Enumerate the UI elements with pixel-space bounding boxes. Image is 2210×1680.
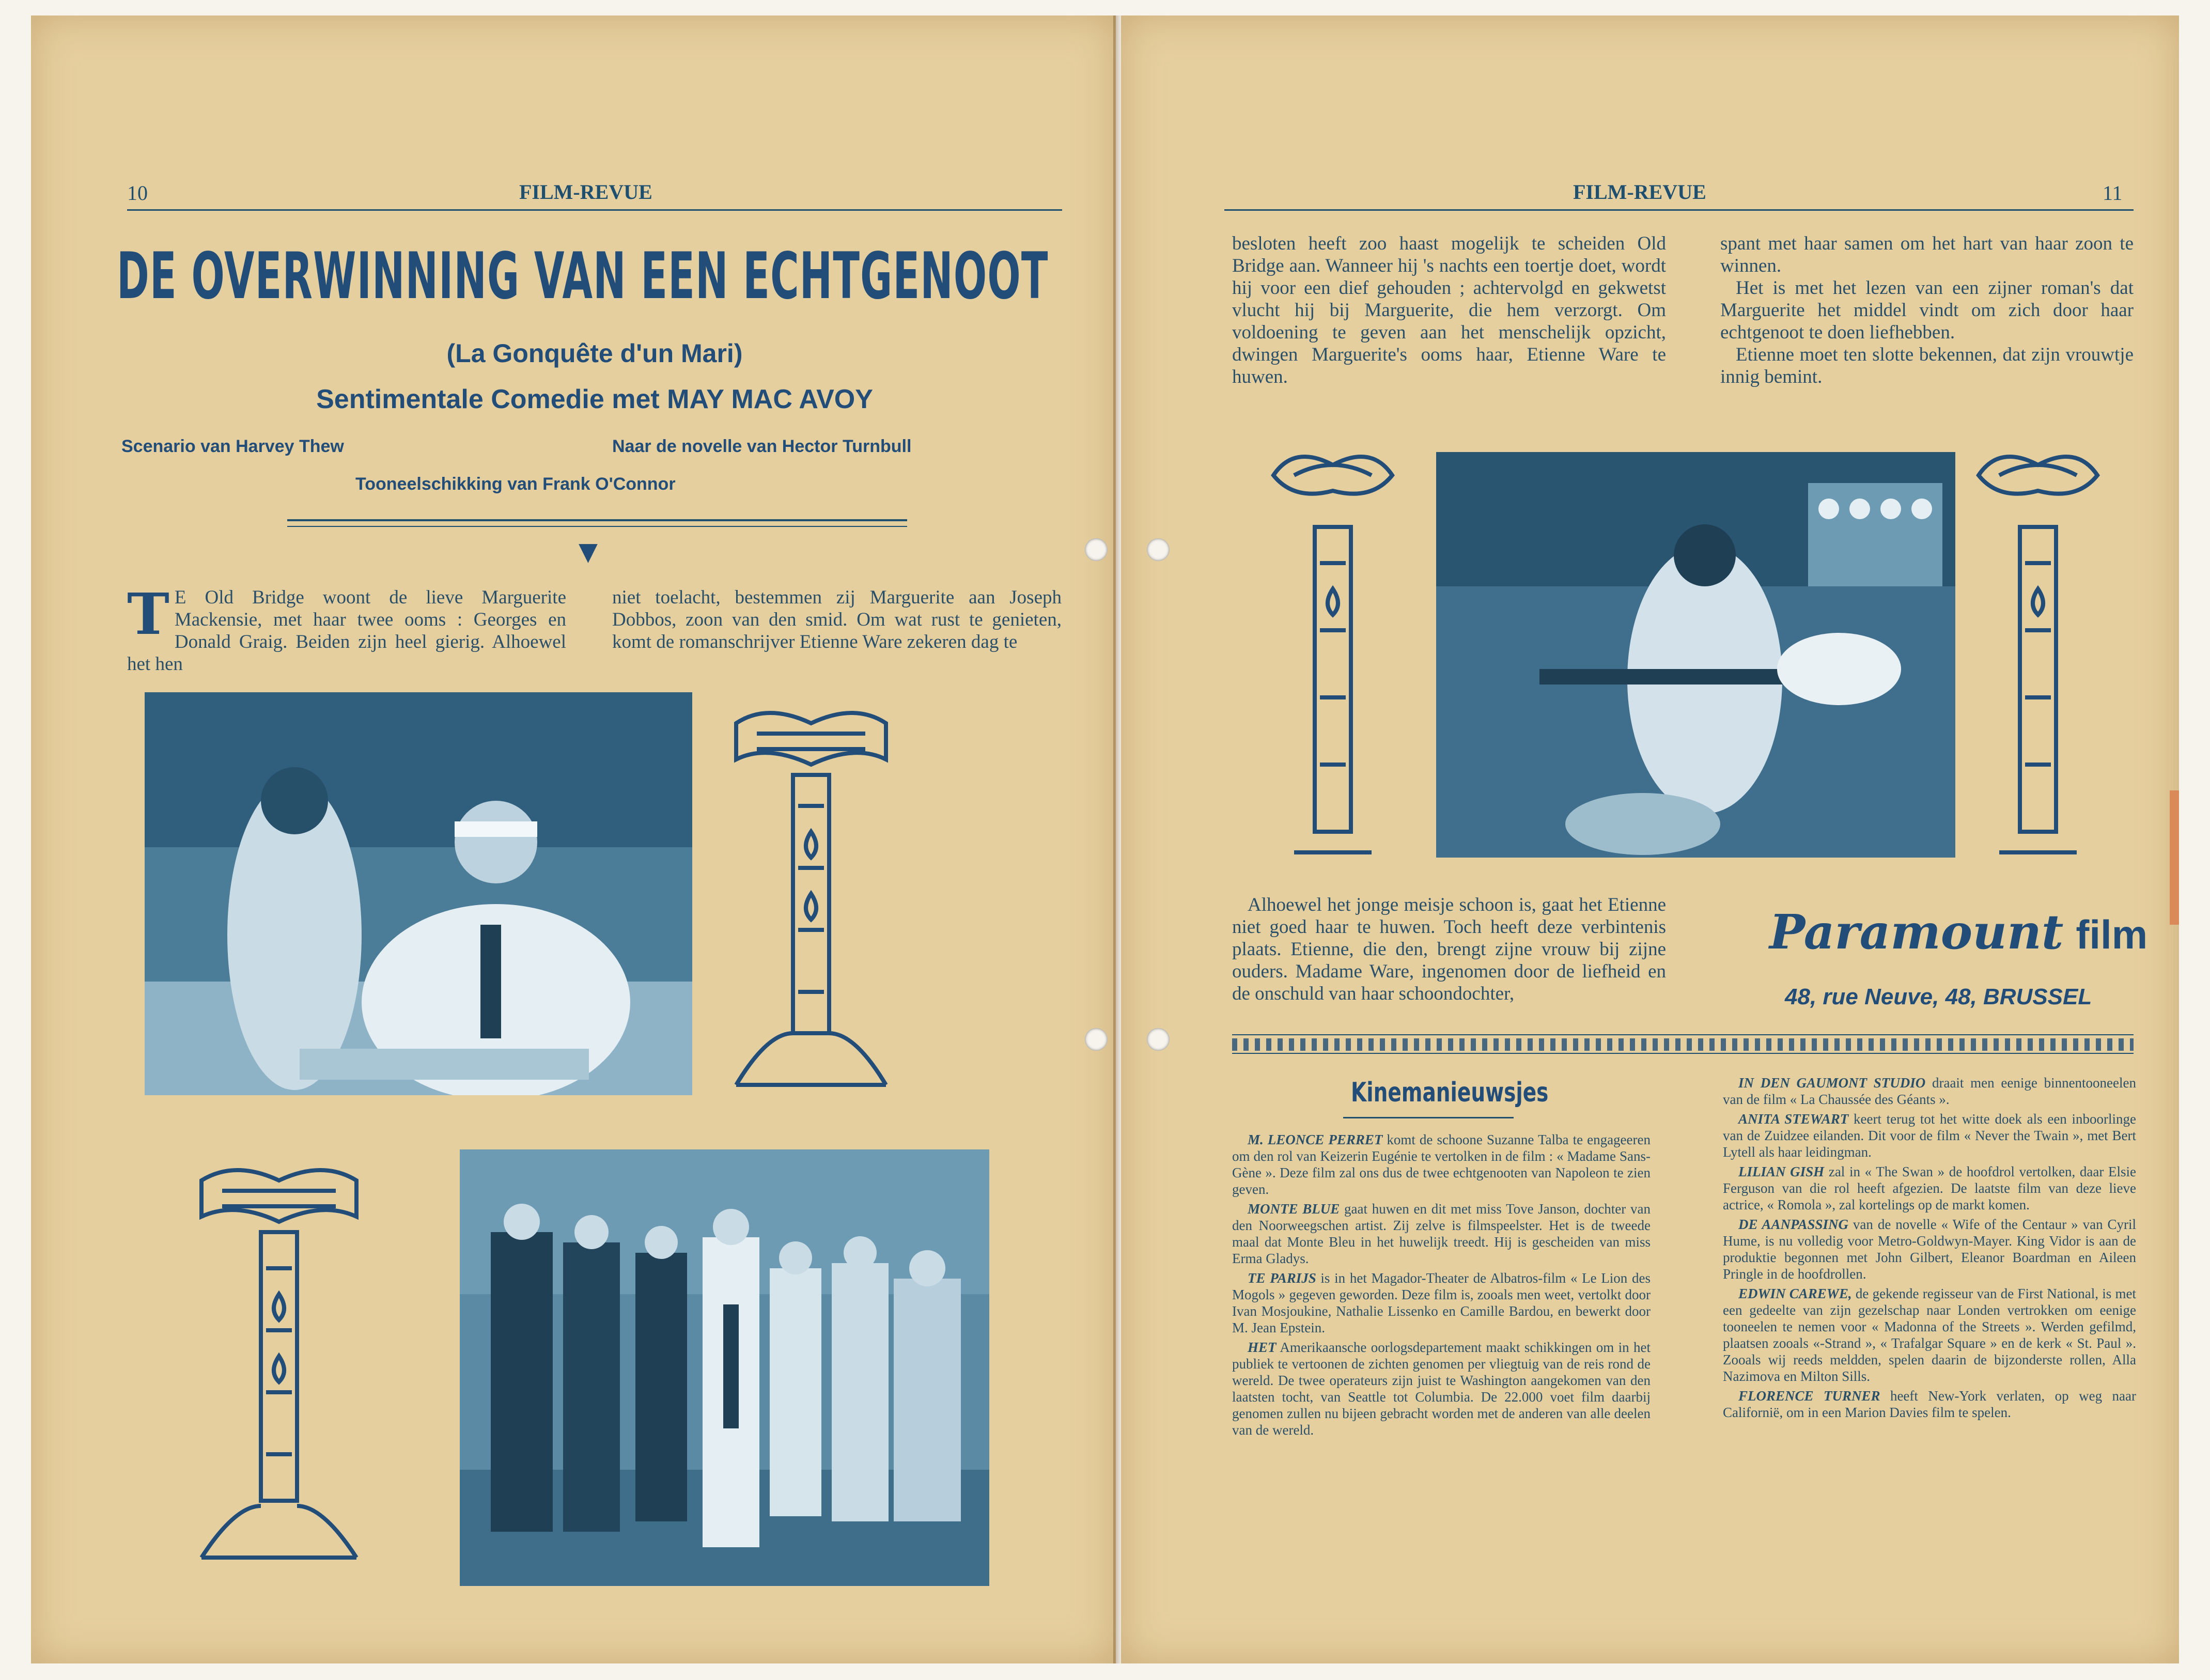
title-rule-top — [287, 519, 907, 521]
drop-cap: T — [127, 581, 169, 647]
news-item-lead: TE PARIJS — [1248, 1270, 1316, 1286]
news-item — [1723, 1285, 2136, 1385]
binding-hole — [1085, 538, 1108, 561]
news-item-text: komt de schoone Suzanne Talba te engageeren om den rol van Keizerin Eugénie te vertolken in de film : « Madame Sans-Gène ». Deze film zal ons dus de twee echtgenooten van Napoleon te zien geven. — [1232, 1132, 1651, 1197]
news-item-text: de gekende regisseur van de First National, is met een gedeelte van zijn gezelschap naar Londen vertrokken om eenige tooneelen te nemen voor « Madonna of the Streets ». Werden gefilmd, plaatsen zooals «-Strand », « Trafalgar Square » en de kerk « St. Paul ». Zooals wij reeds meldden, spelen daarin de bijzonderste rollen, Alla Nazimova en Milton Sills. — [1723, 1286, 2136, 1384]
news-item-lead: MONTE BLUE — [1248, 1201, 1340, 1217]
article-col1-bottom-text: Alhoewel het jonge meisje schoon is, gaat het Etienne niet goed haar te huwen. Toch heeft deze verbintenis plaats. Etienne, die den, brengt zijne vrouw bij zijne ouders. Madame Ware, ingenomen door de liefheid en de onschuld van haar schoondochter, — [1232, 894, 1666, 1004]
ad-brand-logo: Paramount — [1769, 904, 2064, 960]
news-item-lead: LILIAN GISH — [1738, 1164, 1825, 1179]
running-header: FILM-REVUE — [519, 180, 652, 204]
news-item-lead: IN DEN GAUMONT STUDIO — [1738, 1075, 1926, 1091]
news-item-text: zal in « The Swan » de hoofdrol vertolken, daar Elsie Ferguson van die rol heeft afgezien. De laatste film van deze lieve actrice, « Romola », zal kortelings op de markt komen. — [1723, 1164, 2136, 1212]
article-col2-para3: Etienne moet ten slotte bekennen, dat zijn vrouwtje innig bemint. — [1720, 344, 2134, 387]
decorative-border-band — [1232, 1038, 2134, 1051]
left-page — [31, 15, 1116, 1663]
news-item-text: heeft New-York verlaten, op weg naar Californië, om in een Marion Davies film te spelen. — [1723, 1388, 2136, 1420]
news-item — [1723, 1388, 2136, 1421]
news-column-right — [1723, 1075, 2136, 1424]
film-still-dining — [145, 692, 692, 1095]
article-tagline: Sentimentale Comedie met MAY MAC AVOY — [316, 384, 873, 414]
art-nouveau-ornament-icon — [191, 1160, 367, 1568]
running-header: FILM-REVUE — [1573, 180, 1706, 204]
article-continued-col1 — [1232, 232, 1666, 388]
binding-hole — [1085, 1028, 1108, 1051]
news-title-rule — [1343, 1117, 1514, 1118]
credit-novel: Naar de novelle van Hector Turnbull — [612, 437, 912, 456]
news-item-text: Amerikaansche oorlogsdepartement maakt schikkingen om in het publiek te vertoonen de zichten genomen per vliegtuig van de reis rond de wereld. De twee operateurs zijn juist te Washington aangekomen van den laatsten tocht, van Seattle tot Columbia. De 22.000 voet film daarbij genomen zullen nu bijeen gebracht worden met de anderen van alle deelen van de wereld. — [1232, 1340, 1651, 1438]
news-item — [1723, 1216, 2136, 1282]
news-item-lead: ANITA STEWART — [1738, 1111, 1849, 1127]
binding-hole — [1147, 538, 1170, 561]
band-rule-bottom — [1232, 1053, 2134, 1054]
article-col2-text: niet toelacht, bestemmen zij Marguerite aan Joseph Dobbos, zoon van den smid. Om wat rust te genieten, komt de romanschrijver Etienne Ware zekeren dag te — [612, 587, 1062, 652]
news-item-lead: HET — [1248, 1340, 1277, 1355]
article-subtitle: (La Gonquête d'un Mari) — [446, 339, 743, 368]
news-item-text: keert terug tot het witte doek als een inboorlinge van de Zuidzee eilanden. Dit voor de film « Never the Twain », met Bert Lytell als haar leidingman. — [1723, 1111, 2136, 1160]
news-item-lead: FLORENCE TURNER — [1738, 1388, 1880, 1404]
news-item-text: gaat huwen en dit met miss Tove Janson, dochter van den Noorweegschen artist. Zij zelve is filmspeelster. Het is de tweede maal dat Monte Bleu in het huwelijk treedt. Hij is gescheiden van miss Erma Gladys. — [1232, 1201, 1651, 1266]
film-still-crowd — [460, 1149, 989, 1586]
news-item — [1723, 1111, 2136, 1160]
news-item — [1723, 1163, 2136, 1213]
right-page — [1121, 15, 2179, 1663]
article-continued-col1-bottom — [1232, 894, 1666, 1005]
news-item — [1232, 1339, 1651, 1438]
article-col1-continued-text: besloten heeft zoo haast mogelijk te scheiden Old Bridge aan. Wanneer hij 's nachts een toertje doet, wordt hij voor een dief gehouden ; achtervolgd en gekwetst vlucht hij bij Marguerite, die hem verzorgt. Om voldoening te geven aan het menschelijk opzicht, dwingen Marguerite's ooms haar, Etienne Ware te huwen. — [1232, 233, 1666, 387]
credit-direction: Tooneelschikking van Frank O'Connor — [355, 474, 676, 494]
chevron-ornament-icon: ▼ — [579, 537, 598, 566]
news-item-text: draait men eenige binnentooneelen van de film « La Chaussée des Géants ». — [1723, 1075, 2137, 1107]
ad-film-word: film — [2076, 912, 2148, 957]
magazine-spread — [31, 15, 2179, 1663]
news-item — [1232, 1131, 1651, 1197]
news-item — [1232, 1201, 1651, 1267]
article-col1-text: E Old Bridge woont de lieve Marguerite Mackensie, met haar twee ooms : Georges en Donald Graig. Beiden zijn heel gierig. Alhoewel het hen — [127, 587, 566, 675]
header-rule — [127, 209, 1062, 211]
news-item — [1723, 1075, 2136, 1108]
news-item-lead: M. LEONCE PERRET — [1248, 1132, 1383, 1147]
news-item-text: is in het Magador-Theater de Albatros-film « Le Lion des Mogols » gegeven geworden. Deze film is, zooals men weet, vertolkt door Ivan Mosjoukine, Nathalie Lissenko en Camille Bardou, en bewerkt door M. Jean Epstein. — [1232, 1270, 1651, 1335]
article-col2-para2: Het is met het lezen van een zijner roman's dat Marguerite het middel vindt om zich door haar echtgenoot te doen liefhebben. — [1720, 277, 2134, 343]
paramount-ad — [1769, 904, 2147, 960]
page-number: 10 — [127, 181, 148, 205]
film-still-ironing — [1436, 452, 1955, 858]
article-column-2 — [612, 586, 1062, 653]
art-nouveau-ornament-icon — [1263, 444, 1403, 858]
article-title: DE OVERWINNING VAN EEN ECHTGENOOT — [117, 239, 1049, 314]
art-nouveau-ornament-icon — [1968, 444, 2108, 858]
article-col2-para1: spant met haar samen om het hart van haar zoon te winnen. — [1720, 233, 2134, 276]
band-rule-top — [1232, 1034, 2134, 1035]
paper-tab — [2170, 790, 2179, 925]
article-column-1 — [127, 581, 566, 675]
news-item — [1232, 1270, 1651, 1336]
title-rule-bottom — [287, 526, 907, 527]
header-rule — [1224, 209, 2134, 211]
page-number: 11 — [2103, 181, 2123, 205]
binding-hole — [1147, 1028, 1170, 1051]
credit-scenario: Scenario van Harvey Thew — [121, 437, 344, 456]
news-item-lead: DE AANPASSING — [1738, 1217, 1848, 1232]
news-section-title: Kinemanieuwsjes — [1351, 1077, 1549, 1108]
ad-address: 48, rue Neuve, 48, BRUSSEL — [1785, 984, 2092, 1009]
news-column-left — [1232, 1131, 1651, 1441]
article-continued-col2 — [1720, 232, 2134, 388]
art-nouveau-ornament-icon — [726, 703, 896, 1095]
news-item-text: van de novelle « Wife of the Centaur » van Cyril Hume, is nu volledig voor Metro-Goldwyn-Mayer. King Vidor is aan de produktie begonnen met John Gilbert, Eleanor Boardman en Aileen Pringle in de hoofdrollen. — [1723, 1217, 2137, 1282]
news-item-lead: EDWIN CAREWE, — [1738, 1286, 1852, 1301]
